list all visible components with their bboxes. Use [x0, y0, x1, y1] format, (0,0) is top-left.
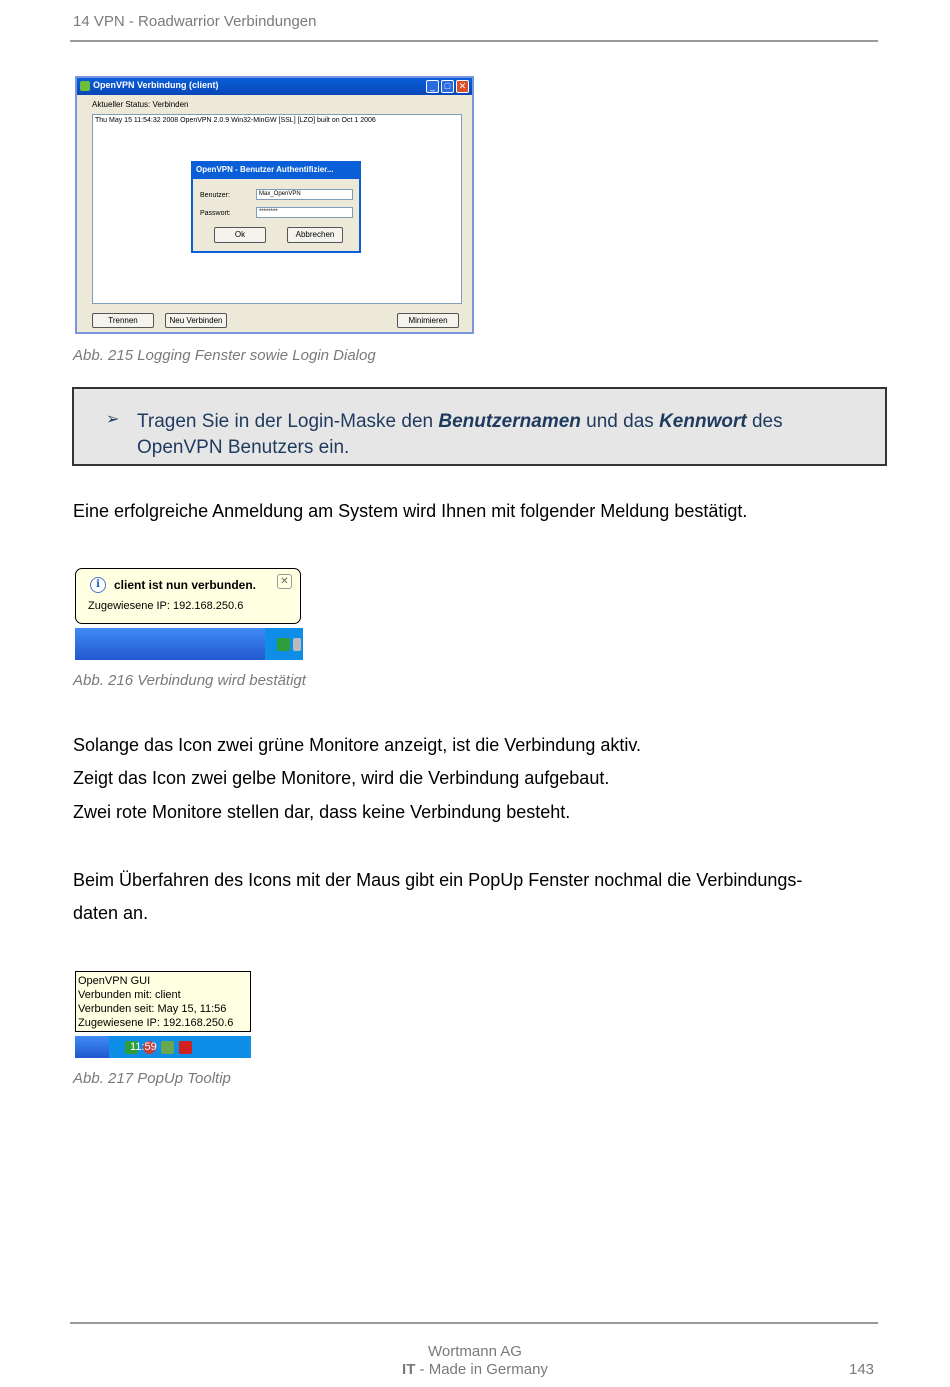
note-text-part: und das: [580, 411, 660, 432]
cancel-button: Abbrechen: [287, 227, 343, 243]
minimize-button: Minimieren: [397, 313, 459, 328]
log-line: Thu May 15 11:54:32 2008 OpenVPN 2.0.9 Win32-MinGW [SSL] [LZO] built on Oct 1 2006: [95, 117, 376, 124]
page-header-title: 14 VPN - Roadwarrior Verbindungen: [73, 13, 317, 30]
footer-tagline-bold: IT: [402, 1361, 416, 1378]
user-field: Max_OpenVPN: [256, 189, 353, 200]
window-titlebar: [77, 78, 472, 95]
maximize-icon: □: [441, 80, 454, 93]
footer-tagline: [0, 1361, 950, 1379]
window-title: OpenVPN Verbindung (client): [93, 80, 219, 90]
note-bold-username: Benutzernamen: [438, 411, 581, 432]
info-icon: i: [90, 577, 106, 593]
ok-button: Ok: [214, 227, 266, 243]
connection-status: Aktueller Status: Verbinden: [92, 100, 189, 109]
connected-balloon: [75, 568, 301, 624]
page-number: 143: [849, 1361, 875, 1378]
tooltip-line: Verbunden seit: May 15, 11:56: [78, 1003, 227, 1015]
paragraph-icon-red: Zwei rote Monitore stellen dar, dass keine Verbindung besteht.: [73, 802, 571, 822]
taskbar: [75, 1036, 251, 1058]
minimize-icon: _: [426, 80, 439, 93]
password-label: Passwort:: [200, 210, 231, 217]
note-text-part: des OpenVPN Benutzers ein.: [137, 411, 783, 458]
footer-company: Wortmann AG: [428, 1343, 522, 1360]
note-text-part: Tragen Sie in der Login-Maske den: [137, 411, 439, 432]
note-bold-password: Kennwort: [659, 411, 747, 432]
tray-icon: [161, 1041, 174, 1054]
instruction-text: [137, 409, 857, 461]
system-tray: [265, 628, 303, 660]
close-icon: ✕: [277, 574, 292, 589]
user-label: Benutzer:: [200, 192, 230, 199]
login-dialog-title: OpenVPN - Benutzer Authentifizier...: [196, 165, 334, 174]
paragraph-icon-yellow: Zeigt das Icon zwei gelbe Monitore, wird die Verbindung aufgebaut.: [73, 768, 610, 788]
popup-tooltip: [75, 971, 251, 1032]
login-dialog: [191, 161, 361, 253]
arrow-bullet-icon: ➢: [106, 411, 120, 428]
balloon-ip: Zugewiesene IP: 192.168.250.6: [88, 600, 244, 612]
paragraph-hover-line1: Beim Überfahren des Icons mit der Maus gibt ein PopUp Fenster nochmal die Verbindungs-: [73, 870, 803, 890]
figure-caption-216: Abb. 216 Verbindung wird bestätigt: [73, 672, 306, 689]
header-rule: [70, 40, 878, 42]
reconnect-button: Neu Verbinden: [165, 313, 227, 328]
figure-caption-217: Abb. 217 PopUp Tooltip: [73, 1070, 231, 1087]
instruction-note: [72, 387, 887, 466]
tray-icon: [293, 638, 301, 651]
paragraph-login-success: Eine erfolgreiche Anmeldung am System wird Ihnen mit folgender Meldung bestätigt.: [73, 501, 748, 521]
tray-clock: 11:59: [130, 1041, 157, 1053]
balloon-title: client ist nun verbunden.: [114, 578, 257, 592]
paragraph-icon-green: Solange das Icon zwei grüne Monitore anzeigt, ist die Verbindung aktiv.: [73, 735, 642, 755]
tooltip-line: Zugewiesene IP: 192.168.250.6: [78, 1017, 234, 1029]
password-field: ********: [256, 207, 353, 218]
openvpn-icon: [80, 81, 90, 91]
footer-tagline-rest: - Made in Germany: [415, 1361, 548, 1378]
disconnect-button: Trennen: [92, 313, 154, 328]
tooltip-line: OpenVPN GUI: [78, 975, 151, 987]
taskbar: [75, 628, 303, 660]
figure-caption-215: Abb. 215 Logging Fenster sowie Login Dialog: [73, 347, 376, 364]
footer-rule: [70, 1322, 878, 1324]
footer-center: [0, 1343, 950, 1379]
tooltip-line: Verbunden mit: client: [78, 989, 181, 1001]
close-icon: ✕: [456, 80, 469, 93]
login-dialog-titlebar: [193, 163, 359, 179]
antivirus-icon: [179, 1041, 192, 1054]
openvpn-window-screenshot: [75, 76, 474, 334]
openvpn-connected-icon: [277, 638, 290, 651]
paragraph-hover-line2: daten an.: [73, 903, 149, 923]
